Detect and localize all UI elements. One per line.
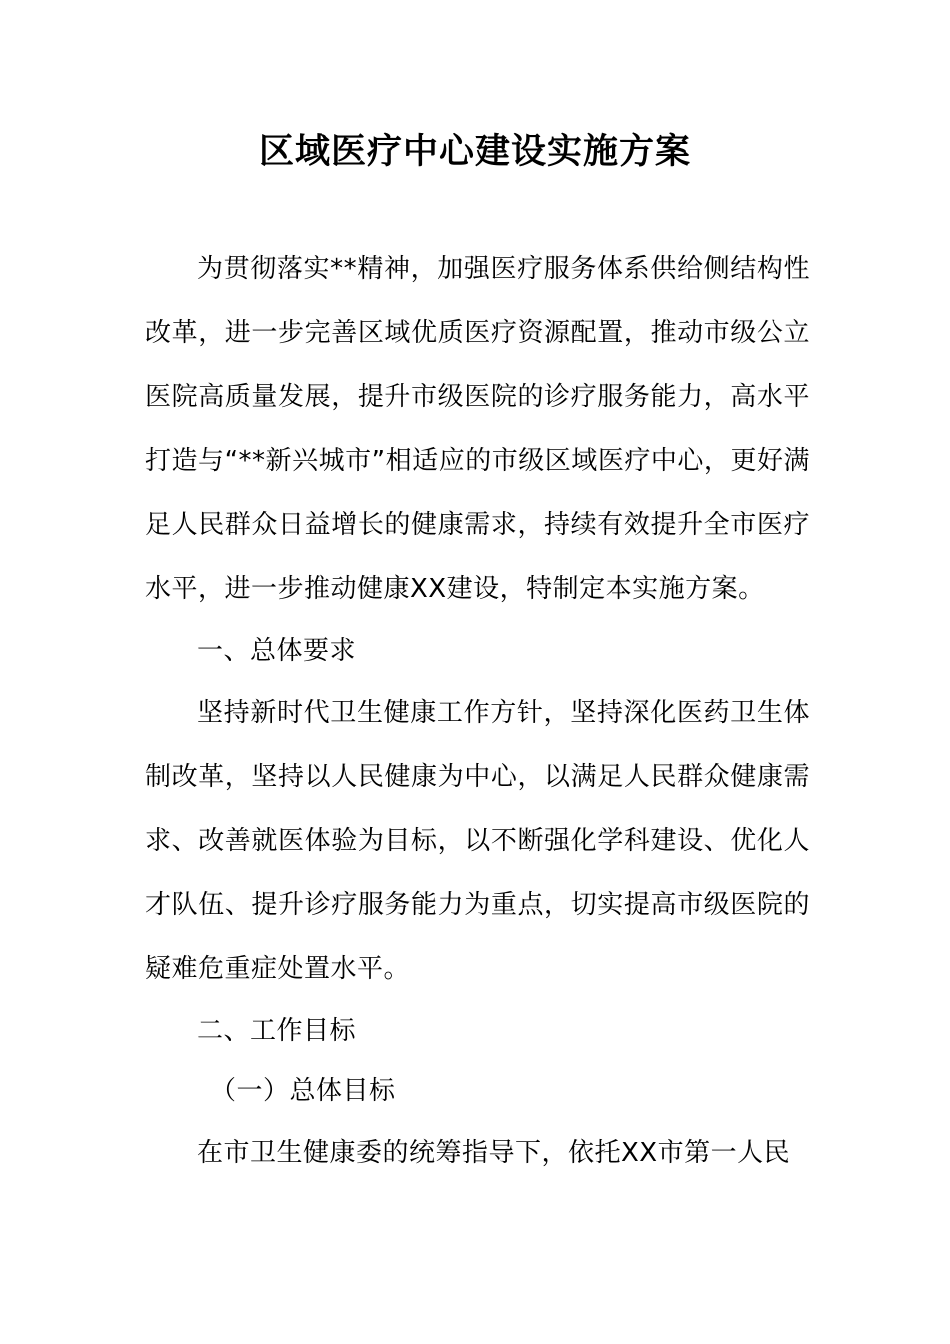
general-requirements-paragraph: 坚持新时代卫生健康工作方针，坚持深化医药卫生体制改革，坚持以人民健康为中心，以满足人民群众健康需求、改善就医体验为目标，以不断强化学科建设、优化人才队伍、提升诊疗服务能力为重点，切实提高市级医院的疑难危重症处置水平。 [145, 698, 810, 984]
overall-goal-paragraph: 在市卫生健康委的统筹指导下，依托XX市第一人民 [197, 1138, 791, 1168]
section-heading-work-goals: 二、工作目标 [197, 1016, 357, 1046]
intro-paragraph: 为贯彻落实**精神，加强医疗服务体系供给侧结构性改革，进一步完善区域优质医疗资源配置，推动市级公立医院高质量发展，提升市级医院的诊疗服务能力，高水平打造与“**新兴城市”相适应的市级区域医疗中心，更好满足人民群众日益增长的健康需求，持续有效提升全市医疗水平，进一步推动健康XX建设，特制定本实施方案。 [145, 254, 810, 604]
document-body [145, 237, 810, 1185]
section-heading-general-requirements: 一、总体要求 [197, 636, 357, 666]
subsection-heading-overall-goal: （一）总体目标 [210, 1076, 396, 1106]
document-title: 区域医疗中心建设实施方案 [258, 131, 691, 172]
